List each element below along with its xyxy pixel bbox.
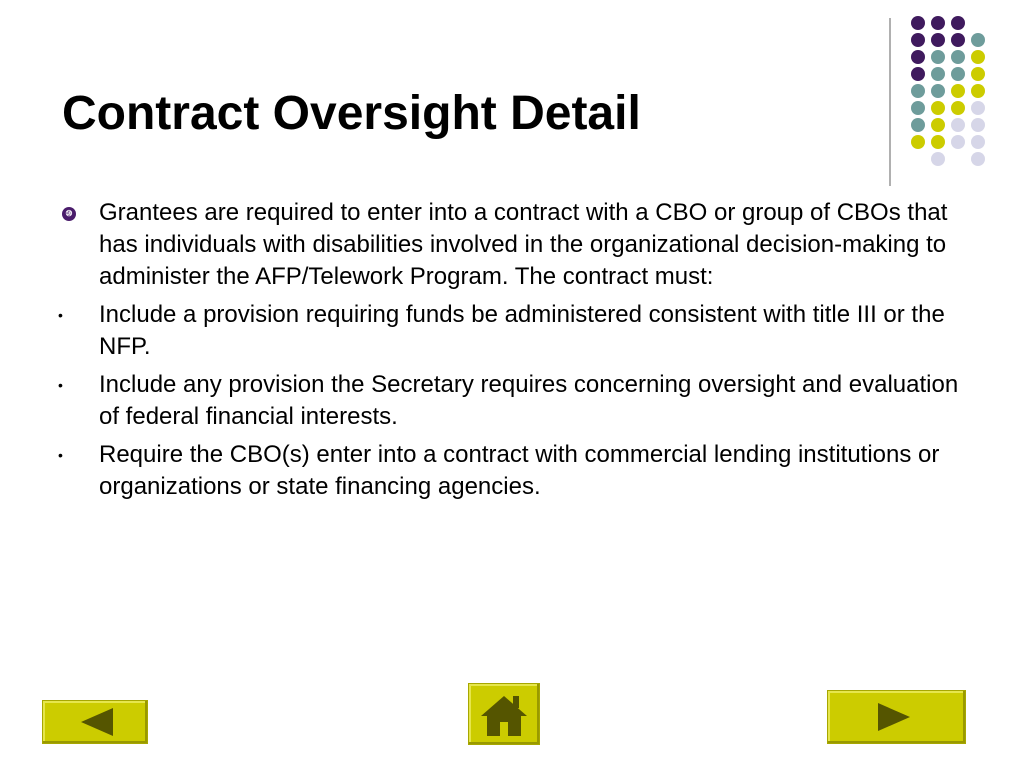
left-arrow-icon [81, 708, 113, 736]
decorative-dot [911, 67, 925, 81]
slide-body [58, 197, 978, 509]
decorative-dot [951, 135, 965, 149]
decorative-dot [971, 50, 985, 64]
bullet-item [58, 299, 978, 363]
decorative-dot [971, 33, 985, 47]
decorative-dot [971, 135, 985, 149]
decorative-dot [931, 152, 945, 166]
decorative-dot [971, 118, 985, 132]
decorative-dot [951, 50, 965, 64]
bullet-text: Require the CBO(s) enter into a contract with commercial lending institutions or organizations or state financing agencies. [99, 441, 940, 500]
decorative-dot [911, 33, 925, 47]
decorative-dot [931, 84, 945, 98]
bullet-item [58, 369, 978, 433]
title-divider-line [889, 18, 891, 186]
bullet-marker-icon: • [58, 377, 63, 393]
decorative-dot [931, 118, 945, 132]
decorative-dot [931, 16, 945, 30]
bullet-text: Include a provision requiring funds be administered consistent with title III or the NFP. [99, 301, 945, 360]
decorative-dot [951, 118, 965, 132]
decorative-dot [971, 101, 985, 115]
decorative-dot [931, 101, 945, 115]
right-arrow-icon [878, 703, 910, 731]
decorative-dot [951, 84, 965, 98]
decorative-dot [931, 50, 945, 64]
slide-title: Contract Oversight Detail [62, 87, 641, 140]
bullet-text: Include any provision the Secretary requires concerning oversight and evaluation of federal financial interests. [99, 371, 959, 430]
decorative-dot [951, 33, 965, 47]
decorative-dot [911, 118, 925, 132]
next-slide-button[interactable] [827, 690, 966, 744]
decorative-dot [931, 33, 945, 47]
decorative-dot [971, 67, 985, 81]
home-button[interactable] [468, 683, 540, 745]
home-icon [469, 684, 539, 744]
decorative-dot [951, 67, 965, 81]
bullet-item [58, 197, 978, 293]
bullet-marker-icon: • [58, 447, 63, 463]
decorative-dot [971, 152, 985, 166]
decorative-dot [911, 16, 925, 30]
decorative-dot [951, 16, 965, 30]
decorative-dot [931, 67, 945, 81]
bullet-marker-icon: ⑩ [62, 207, 76, 221]
bullet-text: Grantees are required to enter into a contract with a CBO or group of CBOs that has individuals with disabilities involved in the organizational decision-making to administer the AFP/Telework Program. The contract must: [99, 199, 948, 290]
decorative-dot [911, 135, 925, 149]
bullet-item [58, 439, 978, 503]
decorative-dot [911, 101, 925, 115]
bullet-marker-icon: • [58, 307, 63, 323]
decorative-dot [911, 50, 925, 64]
decorative-dot [951, 101, 965, 115]
previous-slide-button[interactable] [42, 700, 148, 744]
decorative-dot [971, 84, 985, 98]
decorative-dot [911, 84, 925, 98]
decorative-dot [931, 135, 945, 149]
